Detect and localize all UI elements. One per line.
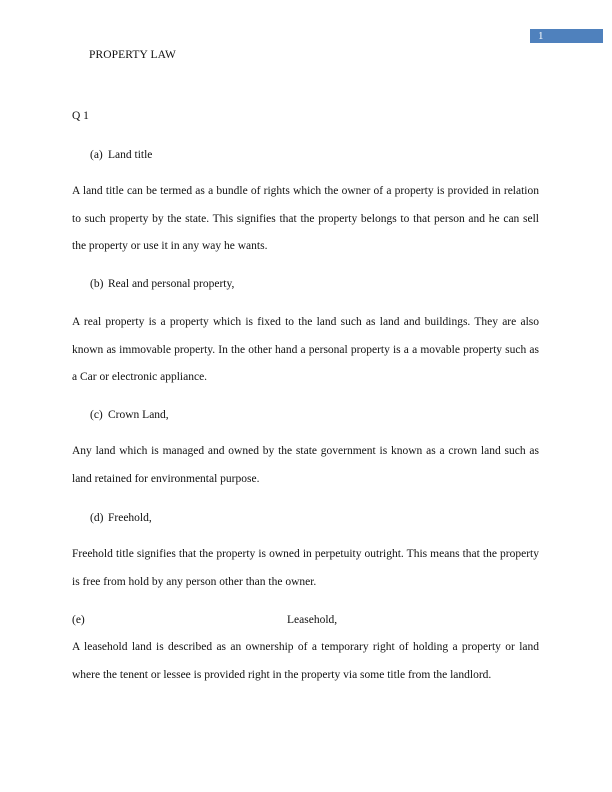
page-number: 1 [530,29,603,43]
section-heading-d [90,511,152,525]
section-marker: (a) [90,149,103,161]
section-heading-b [90,277,234,291]
section-title: Land title [108,149,153,161]
question-label: Q 1 [72,110,89,122]
section-paragraph-b: A real property is a property which is fixed to the land such as land and buildings. They are also known as immovable property. In the other hand a personal property is a a movable property such as a Car or electronic appliance. [72,316,539,384]
section-marker: (c) [90,409,103,421]
section-heading-a [90,148,152,162]
section-paragraph-c: Any land which is managed and owned by the state government is known as a crown land such as land retained for environmental purpose. [72,445,539,485]
header-title: PROPERTY LAW [89,49,177,61]
section-marker: (e) [72,614,85,626]
section-paragraph-a: A land title can be termed as a bundle of rights which the owner of a property is provided in relation to such property by the state. This signifies that the property belongs to that person and he can sell the property or use it in any way he wants. [72,185,539,253]
section-title: Crown Land, [108,409,169,421]
section-title: Freehold, [108,512,152,524]
section-title: Leasehold, [287,614,338,626]
section-paragraph-d: Freehold title signifies that the property is owned in perpetuity outright. This means that the property is free from hold by any person other than the owner. [72,548,539,588]
section-heading-c [90,408,169,422]
section-marker: (b) [90,278,104,290]
section-marker: (d) [90,512,104,524]
section-paragraph-e: A leasehold land is described as an ownership of a temporary right of holding a property or land where the tenent or lessee is provided right in the property via some title from the landlord. [72,641,539,681]
section-title: Real and personal property, [108,278,235,290]
